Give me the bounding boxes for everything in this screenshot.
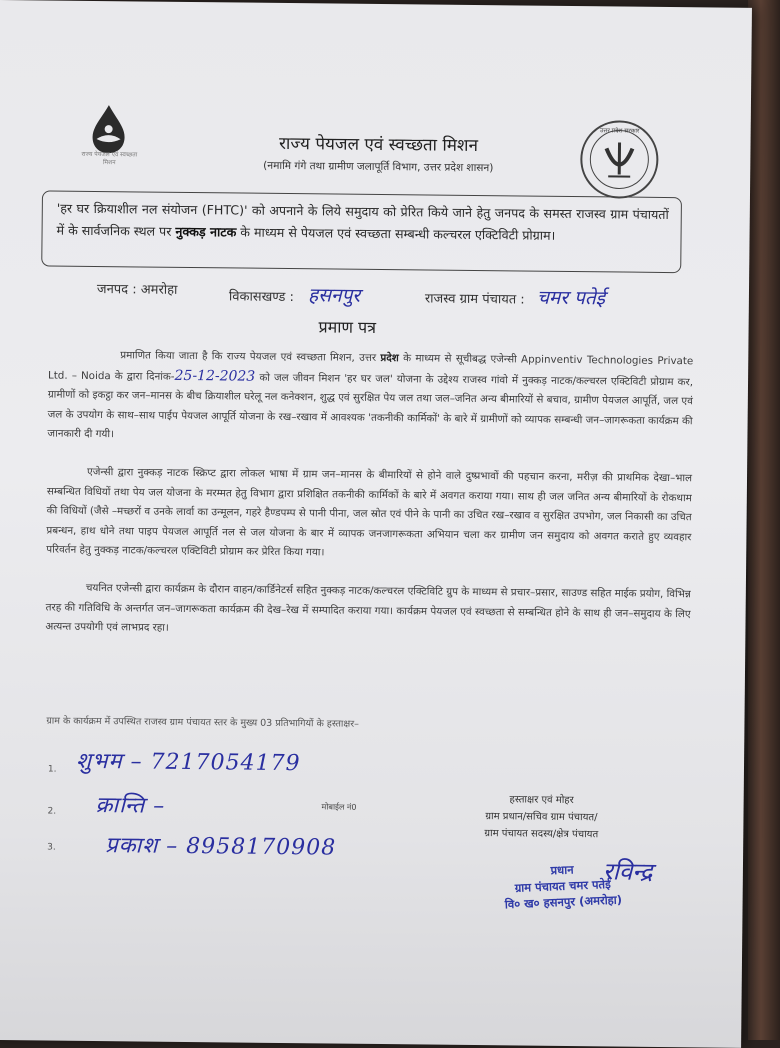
paragraph-1 xyxy=(47,346,693,452)
district-field xyxy=(97,279,178,298)
para1-bold: प्रदेश xyxy=(380,352,399,365)
up-govt-emblem-icon xyxy=(578,118,661,201)
para1-text-a: प्रमाणित किया जाता है कि राज्य पेयजल एवं स्वच्छता मिशन, उत्तर xyxy=(120,349,381,365)
attendee-number: 1. xyxy=(47,764,57,775)
mobile-number-label: मोबाईल नं0 xyxy=(321,802,357,812)
block-value: हसनपुर xyxy=(307,284,361,307)
village-label: राजस्व ग्राम पंचायत : xyxy=(424,291,525,308)
sign-line-2: ग्राम प्रधान/सचिव ग्राम पंचायत/ xyxy=(485,811,598,824)
block-field xyxy=(229,280,360,307)
para1-text-b: के माध्यम से सूचीबद्ध एजेन्सी Appinventiv Technologies Private Ltd. – Noida के द्वारा दिनांक- xyxy=(48,352,694,383)
attendee-number: 3. xyxy=(47,842,56,853)
page-subtitle: (नमामि गंगे तथा ग्रामीण जलापूर्ति विभाग, उत्तर प्रदेश शासन) xyxy=(263,159,494,175)
sign-line-3: ग्राम पंचायत सदस्य/क्षेत्र पंचायत xyxy=(484,828,599,841)
right-logo-caption: उत्तर प्रदेश सरकार xyxy=(599,127,640,135)
signature-block xyxy=(451,791,632,844)
background-edge xyxy=(748,0,780,1040)
attendee-signature: क्रान्ति – xyxy=(95,793,166,819)
village-field xyxy=(425,282,605,310)
event-date: 25-12-2023 xyxy=(174,367,256,385)
certificate-heading: प्रमाण पत्र xyxy=(318,317,377,337)
left-logo-caption: राज्य पेयजल एवं स्वच्छता मिशन xyxy=(81,150,138,167)
program-text-1: 'हर घर क्रियाशील नल संयोजन (FHTC)' को अपनाने के लिये समुदाय को प्रेरित किये जाने हेतु जनपद के समस्त राजस्व ग्राम पंचायतों में के सार्वजनिक स्थल पर xyxy=(56,200,669,239)
para2-text: एजेन्सी द्वारा नुक्कड़ नाटक स्क्रिप्ट द्वारा लोकल भाषा में ग्राम जन–मानस के बीमारियों से होने वाले दुष्प्रभावों की पहचान करना, मरीज़ की प्राथमिक देखा–भाल सम्बन्धित विधियों तथा पेय जल योजना के मरम्मत हेतु विभाग द्वारा प्रशिक्षित तकनीकी कार्मिकों के बारे में अवगत कराया गया। साथ ही जल जनित अन्य बीमारियों के रोकथाम की विधियों (जैसे –मच्छरों व उनके लार्वा का उन्मूलन, गहरे हैण्डपम्प से पानी पीना, जल स्रोत एवं पीने के पानी का उचित रख–रखाव व सुरक्षित उपभोग, जल निकासी का उचित प्रबन्धन, हाथ धोने तथा पाइप पेयजल आपूर्ति नल से जल योजना के बार में व्यापक जनजागरूकता अभियान चला कर ग्रामीण जन समुदाय को अवगत कराते हुए व्यवहार परिवर्तन हेतु नुक्कड़ नाटक/कल्चरल एक्टिविटी प्रोग्राम कर प्रेरित किया गया। xyxy=(46,465,693,559)
program-text-2: के माध्यम से पेयजल एवं स्वच्छता सम्बन्धी कल्चरल एक्टिविटी प्रोग्राम। xyxy=(236,224,556,243)
page-title: राज्य पेयजल एवं स्वच्छता मिशन xyxy=(278,133,479,157)
block-label: विकासखण्ड : xyxy=(228,289,294,306)
para1-text-c: को जल जीवन मिशन 'हर घर जल' योजना के उद्देश्य राजस्व गांवो में नुक्कड़ नाटक/कल्चरल एक्टिविटी प्रोग्राम कर, ग्रामीणों को इकट्ठा कर जन–मानस के बीच क्रियाशील घरेलू नल कनेक्शन, शुद्ध एवं सुरक्षित पेय जल तथा जल–जनित अन्य बीमारियों से बचाव, ग्रामीण पेयजल आपूर्ति, जल एवं जल के उपयोग के साथ–साथ पाईप पेयजल आपूर्ति योजना के रख–रखाव में आवश्यक 'तकनीकी कार्मिकों' के बारे में ग्रामीणों को व्यापक सम्बन्धी जन–जागरूकता कार्यक्रम की जानकारी दी गयी। xyxy=(47,371,694,441)
paragraph-3 xyxy=(45,579,691,645)
stamp-line-1: प्रधान xyxy=(550,862,574,878)
program-text-bold: नुक्कड़ नाटक xyxy=(175,223,237,240)
sign-line-1: हस्ताक्षर एवं मोहर xyxy=(509,794,574,807)
program-description-box xyxy=(41,190,682,273)
district-label: जनपद : xyxy=(96,282,137,298)
paragraph-2 xyxy=(46,463,692,568)
village-value: चमर पतेई xyxy=(536,286,606,310)
para3-text: चयनित एजेन्सी द्वारा कार्यक्रम के दौरान वाहन/कार्डिनेटर्स सहित नुक्कड़ नाटक/कल्चरल एक्टिविटि ग्रुप के माध्यम से प्रचार–प्रसार, साउण्ड सहित माईक प्रयोग, विभिन्न तरह की गतिविधि के अन्तर्गत जन–जागरूकता कार्यक्रम की देख–रेख में सम्पादित कराया गया। कार्यक्रम पेयजल एवं स्वच्छता से सम्बन्धित होने के साथ ही जन–समुदाय के लिए अत्यन्त उपयोगी एवं लाभप्रद रहा। xyxy=(45,581,691,634)
attendees-note: ग्राम के कार्यक्रम में उपस्थित राजस्व ग्राम पंचायत स्तर के मुख्य 03 प्रतिभागियों के हस्ताक्षर– xyxy=(46,715,359,730)
pradhan-signature: रविन्द्र xyxy=(602,857,653,886)
district-value: अमरोहा xyxy=(140,282,178,298)
attendee-number: 2. xyxy=(47,806,57,817)
stamp-line-3: वि० ख० हसनपुर (अमरोहा) xyxy=(504,892,623,912)
attendee-signature: प्रकाश – 8958170908 xyxy=(105,833,337,861)
attendee-signature: शुभम – 7217054179 xyxy=(75,748,301,777)
stamp-line-2: ग्राम पंचायत चमर पतेई xyxy=(514,876,612,895)
